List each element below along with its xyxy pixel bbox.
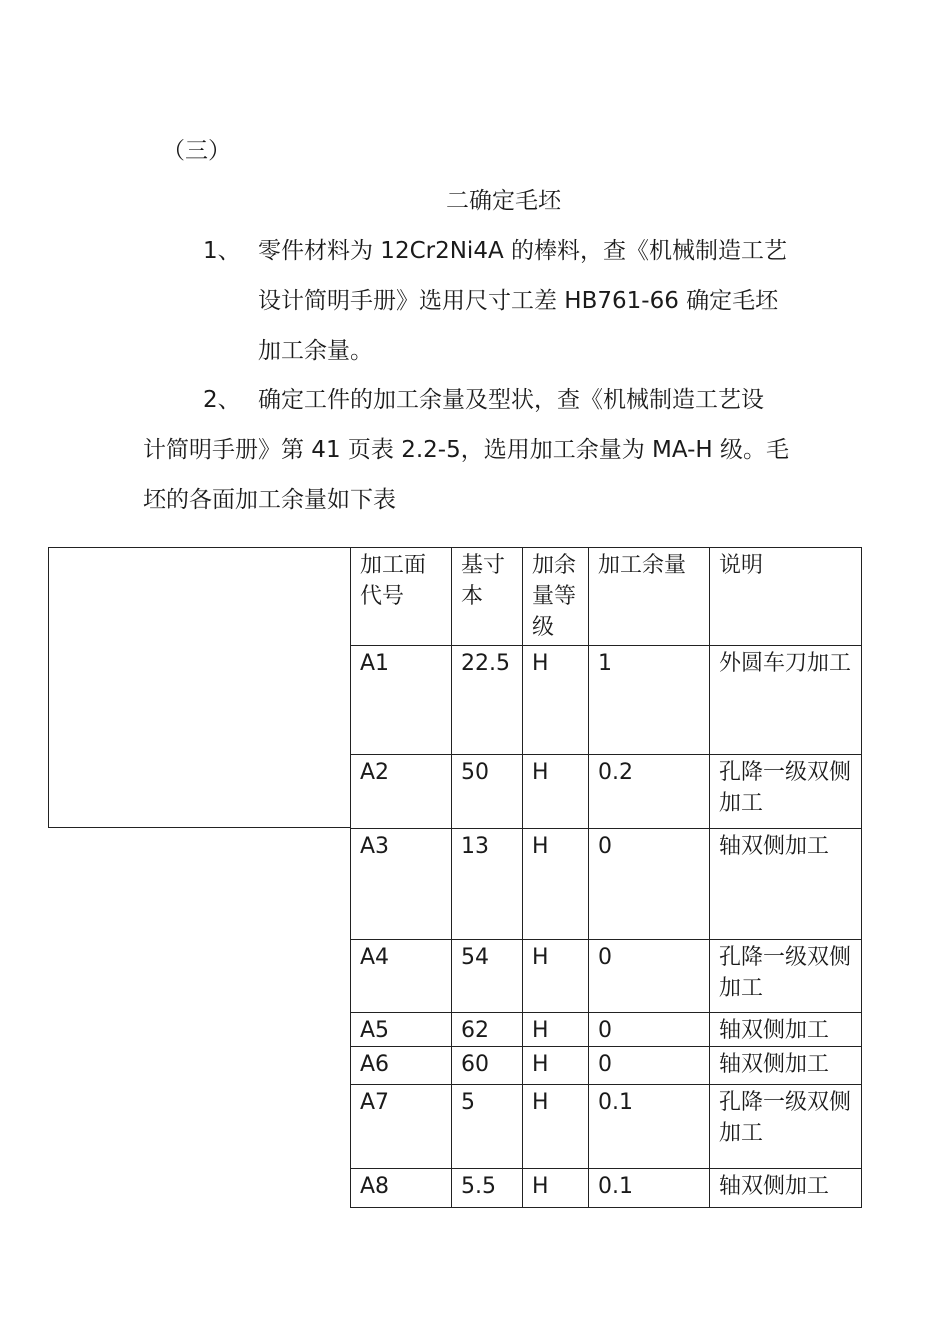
table-row	[351, 646, 862, 755]
cell-allowance: 0.1	[589, 1085, 710, 1169]
cell-code: A5	[351, 1013, 452, 1047]
machining-allowance-table	[350, 547, 862, 1208]
cell-code: A2	[351, 755, 452, 829]
header-note: 说明	[710, 548, 862, 646]
cell-note: 孔降一级双侧加工	[710, 1085, 862, 1169]
item-1-line-2: 设计简明手册》选用尺寸工差 HB761-66 确定毛坯	[258, 288, 779, 314]
cell-grade: H	[523, 755, 589, 829]
header-allowance: 加工余量	[589, 548, 710, 646]
item-number-1: 1、	[203, 238, 241, 264]
cell-grade: H	[523, 646, 589, 755]
cell-size: 50	[452, 755, 523, 829]
cell-allowance: 0	[589, 1013, 710, 1047]
header-surface-code: 加工面代号	[351, 548, 452, 646]
cell-grade: H	[523, 1047, 589, 1085]
cell-grade: H	[523, 1085, 589, 1169]
table-row	[351, 1013, 862, 1047]
figure-placeholder-box	[48, 547, 350, 828]
item-2-line-3: 坯的各面加工余量如下表	[143, 487, 396, 513]
cell-note: 孔降一级双侧加工	[710, 940, 862, 1013]
cell-code: A7	[351, 1085, 452, 1169]
section-label: （三）	[162, 138, 231, 164]
cell-grade: H	[523, 1013, 589, 1047]
cell-note: 外圆车刀加工	[710, 646, 862, 755]
cell-grade: H	[523, 940, 589, 1013]
cell-note: 孔降一级双侧加工	[710, 755, 862, 829]
cell-grade: H	[523, 829, 589, 940]
table-row	[351, 940, 862, 1013]
table-header-row	[351, 548, 862, 646]
cell-size: 54	[452, 940, 523, 1013]
cell-size: 60	[452, 1047, 523, 1085]
cell-allowance: 0.2	[589, 755, 710, 829]
table-row	[351, 1169, 862, 1208]
header-basic-size: 基寸本	[452, 548, 523, 646]
cell-allowance: 0	[589, 1047, 710, 1085]
cell-size: 13	[452, 829, 523, 940]
header-allowance-grade: 加余量等级	[523, 548, 589, 646]
cell-note: 轴双侧加工	[710, 829, 862, 940]
cell-allowance: 1	[589, 646, 710, 755]
cell-code: A6	[351, 1047, 452, 1085]
cell-code: A3	[351, 829, 452, 940]
item-2-line-2: 计简明手册》第 41 页表 2.2-5，选用加工余量为 MA-H 级。毛	[143, 437, 789, 463]
item-number-2: 2、	[203, 387, 241, 413]
cell-allowance: 0	[589, 940, 710, 1013]
cell-note: 轴双侧加工	[710, 1047, 862, 1085]
cell-note: 轴双侧加工	[710, 1169, 862, 1208]
cell-code: A4	[351, 940, 452, 1013]
cell-size: 62	[452, 1013, 523, 1047]
table-row	[351, 829, 862, 940]
cell-code: A1	[351, 646, 452, 755]
table-row	[351, 1085, 862, 1169]
section-heading: 二确定毛坯	[446, 188, 561, 214]
table-row	[351, 755, 862, 829]
item-1-line-1: 零件材料为 12Cr2Ni4A 的棒料，查《机械制造工艺	[258, 238, 787, 264]
cell-code: A8	[351, 1169, 452, 1208]
cell-allowance: 0.1	[589, 1169, 710, 1208]
cell-size: 5	[452, 1085, 523, 1169]
item-2-line-1: 确定工件的加工余量及型状，查《机械制造工艺设	[258, 387, 764, 413]
cell-size: 5.5	[452, 1169, 523, 1208]
table-row	[351, 1047, 862, 1085]
cell-note: 轴双侧加工	[710, 1013, 862, 1047]
item-1-line-3: 加工余量。	[258, 338, 373, 364]
cell-allowance: 0	[589, 829, 710, 940]
cell-grade: H	[523, 1169, 589, 1208]
cell-size: 22.5	[452, 646, 523, 755]
